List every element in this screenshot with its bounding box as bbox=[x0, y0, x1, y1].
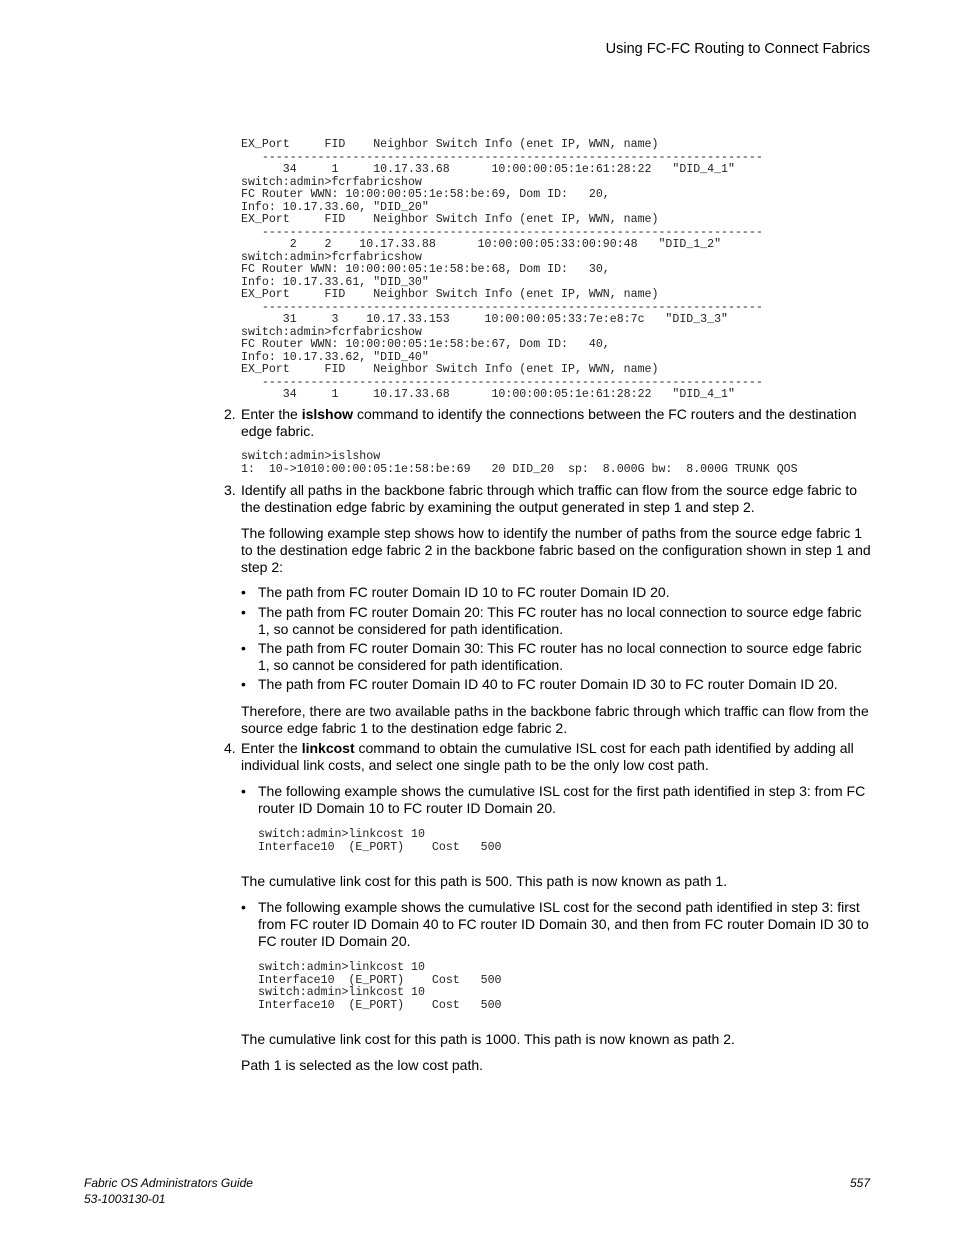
fcrfabricshow-output: EX_Port FID Neighbor Switch Info (enet IP, WWN, name) ------------------------------------------------------------------------ 34 1 10.17.33.68 10:00:00:05:1e:61:28:22 "DID_4_1" switch:admin>fcrfabricshow FC Router WWN: 10:00:00:05:1e:58:be:69, Dom ID: 20, Info: 10.17.33.60, "DID_20" EX_Port FID Neighbor Switch Info (enet IP, WWN, name) ------------------------------------------------------------------------ 2 2 10.17.33.88 10:00:00:05:33:00:90:48 "DID_1_2" switch:admin>fcrfabricshow FC Router WWN: 10:00:00:05:1e:58:be:68, Dom ID: 30, Info: 10.17.33.61, "DID_30" EX_Port FID Neighbor Switch Info (enet IP, WWN, name) ------------------------------------------------------------------------ 31 3 10.17.33.153 10:00:00:05:33:7e:e8:7c "DID_3_3" switch:admin>fcrfabricshow FC Router WWN: 10:00:00:05:1e:58:be:67, Dom ID: 40, Info: 10.17.33.62, "DID_40" EX_Port FID Neighbor Switch Info (enet IP, WWN, name) ------------------------------------------------------------------------ 34 1 10.17.33.68 10:00:00:05:1e:61:28:22 "DID_4_1" bbox=[241, 138, 763, 401]
islshow-output: switch:admin>islshow 1: 10->1010:00:00:05:1e:58:be:69 20 DID_20 sp: 8.000G bw: 8.000G TRUNK QOS bbox=[241, 450, 798, 476]
linkcost-bullet-2: The following example shows the cumulative ISL cost for the second path identified in step 3: first from FC router ID Domain 40 to FC router ID Domain 30, and then from FC router Domain ID 30 to FC router ID Domain 20. bbox=[258, 899, 869, 949]
footer-doc-id: 53-1003130-01 bbox=[84, 1192, 166, 1206]
step-2-number: 2. bbox=[224, 406, 236, 422]
step-4-text: Enter the linkcost command to obtain the cumulative ISL cost for each path identified by adding all individual link costs, and select one single path to be the only low cost path. bbox=[241, 740, 854, 773]
path-2-result: The cumulative link cost for this path is 1000. This path is now known as path 2. bbox=[241, 1031, 735, 1047]
path-1-result: The cumulative link cost for this path is 500. This path is now known as path 1. bbox=[241, 873, 728, 889]
path-bullet-3: The path from FC router Domain 30: This FC router has no local connection to source edge fabric 1, so cannot be considered for path identification. bbox=[258, 640, 862, 673]
low-cost-path-selected: Path 1 is selected as the low cost path. bbox=[241, 1057, 484, 1073]
bullet-marker: • bbox=[241, 640, 246, 656]
step-3-text: Identify all paths in the backbone fabric through which traffic can flow from the source edge fabric to the destination edge fabric by examining the output generated in step 1 and step 2. bbox=[241, 482, 858, 515]
bullet-marker: • bbox=[241, 604, 246, 620]
path-bullet-2: The path from FC router Domain 20: This FC router has no local connection to source edge fabric 1, so cannot be considered for path identification. bbox=[258, 604, 862, 637]
path-bullet-4: The path from FC router Domain ID 40 to FC router Domain ID 30 to FC router Domain ID 20. bbox=[258, 676, 838, 692]
step-2-text: Enter the islshow command to identify the connections between the FC routers and the destination edge fabric. bbox=[241, 406, 857, 439]
step-3-number: 3. bbox=[224, 482, 236, 498]
running-header: Using FC-FC Routing to Connect Fabrics bbox=[605, 41, 870, 57]
bullet-marker: • bbox=[241, 676, 246, 692]
linkcost-output-2: switch:admin>linkcost 10 Interface10 (E_PORT) Cost 500 switch:admin>linkcost 10 Interface10 (E_PORT) Cost 500 bbox=[258, 961, 502, 1012]
linkcost-output-1: switch:admin>linkcost 10 Interface10 (E_PORT) Cost 500 bbox=[258, 828, 502, 854]
linkcost-command: linkcost bbox=[301, 740, 355, 756]
step-3-example-paragraph: The following example step shows how to identify the number of paths from the source edge fabric 1 to the destination edge fabric 2 in the backbone fabric based on the configuration shown in step 1 and step 2: bbox=[241, 525, 871, 575]
step-4-number: 4. bbox=[224, 740, 236, 756]
bullet-marker: • bbox=[241, 584, 246, 600]
footer-guide-title: Fabric OS Administrators Guide bbox=[84, 1176, 253, 1190]
footer-page-number: 557 bbox=[849, 1176, 870, 1190]
bullet-marker: • bbox=[241, 899, 246, 915]
linkcost-bullet-1: The following example shows the cumulative ISL cost for the first path identified in step 3: from FC router ID Domain 10 to FC router ID Domain 20. bbox=[258, 783, 866, 816]
islshow-command: islshow bbox=[301, 406, 354, 422]
bullet-marker: • bbox=[241, 783, 246, 799]
therefore-paragraph: Therefore, there are two available paths in the backbone fabric through which traffic can flow from the source edge fabric 1 to the destination edge fabric 2. bbox=[241, 703, 869, 736]
path-bullet-1: The path from FC router Domain ID 10 to FC router Domain ID 20. bbox=[258, 584, 670, 600]
